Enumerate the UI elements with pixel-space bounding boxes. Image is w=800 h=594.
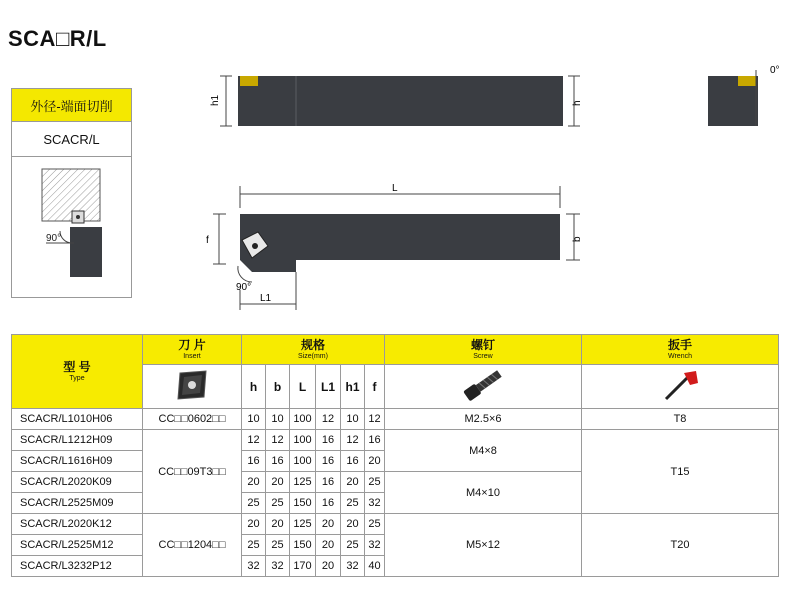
header-insert: 刀 片 Insert	[143, 335, 242, 365]
dim-header-L1: L1	[316, 365, 341, 409]
cell-f: 25	[365, 472, 385, 493]
cell-f: 32	[365, 535, 385, 556]
table-row-model: SCACR/L2525M09	[12, 493, 143, 514]
table-row-model: SCACR/L1616H09	[12, 451, 143, 472]
dim-L1-label: L1	[260, 293, 272, 304]
cell-L: 125	[290, 514, 316, 535]
dim-header-h: h	[242, 365, 266, 409]
header-size: 规格 Size(mm)	[242, 335, 385, 365]
insert-cell: CC□□0602□□	[143, 409, 242, 430]
cell-h1: 20	[341, 514, 365, 535]
table-row-model: SCACR/L1212H09	[12, 430, 143, 451]
cell-h: 32	[242, 556, 266, 577]
cell-f: 25	[365, 514, 385, 535]
cell-b: 32	[266, 556, 290, 577]
screw-cell: M4×10	[385, 472, 582, 514]
header-type: 型 号 Type	[12, 335, 143, 409]
dim-header-L: L	[290, 365, 316, 409]
cell-h1: 25	[341, 493, 365, 514]
table-row-model: SCACR/L2020K09	[12, 472, 143, 493]
table-row-model: SCACR/L1010H06	[12, 409, 143, 430]
cell-h: 25	[242, 535, 266, 556]
top-view-shank	[238, 76, 563, 126]
cell-L1: 12	[316, 409, 341, 430]
screw-cell: M2.5×6	[385, 409, 582, 430]
cell-b: 12	[266, 430, 290, 451]
tool-code-label: SCACR/L	[12, 122, 131, 157]
screw-icon	[453, 367, 513, 403]
cell-h: 25	[242, 493, 266, 514]
end-view-insert	[738, 76, 756, 86]
cell-h: 20	[242, 472, 266, 493]
cell-h1: 10	[341, 409, 365, 430]
cell-L: 170	[290, 556, 316, 577]
insert-cell: CC□□1204□□	[143, 514, 242, 577]
angle-90-label: 90°	[236, 282, 252, 293]
cell-L1: 16	[316, 493, 341, 514]
cell-L: 150	[290, 493, 316, 514]
insert-icon	[172, 367, 212, 403]
cell-f: 20	[365, 451, 385, 472]
dim-L-label: L	[392, 183, 398, 194]
cell-h: 20	[242, 514, 266, 535]
insert-image-cell	[143, 365, 242, 409]
insert-cell: CC□□09T3□□	[143, 430, 242, 514]
header-wrench: 扳手 Wrench	[582, 335, 779, 365]
cell-b: 25	[266, 535, 290, 556]
cell-L: 100	[290, 409, 316, 430]
cell-L1: 20	[316, 535, 341, 556]
cell-h1: 32	[341, 556, 365, 577]
dim-header-b: b	[266, 365, 290, 409]
dim-b-label: b	[572, 236, 583, 242]
screw-cell: M4×8	[385, 430, 582, 472]
zero-angle-label: 0°	[770, 65, 780, 76]
cell-L: 125	[290, 472, 316, 493]
table-row-model: SCACR/L2020K12	[12, 514, 143, 535]
cell-L: 150	[290, 535, 316, 556]
cell-h1: 16	[341, 451, 365, 472]
top-view-insert	[240, 76, 258, 86]
cell-L1: 20	[316, 556, 341, 577]
wrench-cell: T8	[582, 409, 779, 430]
cell-f: 12	[365, 409, 385, 430]
cell-h: 16	[242, 451, 266, 472]
wrench-cell: T15	[582, 430, 779, 514]
cell-L1: 16	[316, 430, 341, 451]
cell-f: 40	[365, 556, 385, 577]
table-row-model: SCACR/L3232P12	[12, 556, 143, 577]
cell-h1: 25	[341, 535, 365, 556]
cell-h: 12	[242, 430, 266, 451]
cell-h1: 20	[341, 472, 365, 493]
cell-L: 100	[290, 430, 316, 451]
header-screw: 螺钉 Screw	[385, 335, 582, 365]
cell-L: 100	[290, 451, 316, 472]
wrench-icon	[650, 367, 710, 403]
wrench-image-cell	[582, 365, 779, 409]
cell-L1: 20	[316, 514, 341, 535]
angle-label: 90°	[46, 233, 62, 244]
cell-b: 20	[266, 472, 290, 493]
page-title: SCA□R/L	[8, 26, 107, 51]
spec-table	[11, 334, 779, 577]
cell-b: 20	[266, 514, 290, 535]
cell-f: 16	[365, 430, 385, 451]
screw-cell: M5×12	[385, 514, 582, 577]
cell-L1: 16	[316, 472, 341, 493]
side-view-shank	[296, 214, 560, 260]
dim-h-label: h	[572, 100, 583, 106]
category-label: 外径-端面切削	[12, 89, 131, 122]
cell-b: 25	[266, 493, 290, 514]
cell-h: 10	[242, 409, 266, 430]
dim-h1-label: h1	[210, 94, 221, 106]
cell-L1: 16	[316, 451, 341, 472]
cell-f: 32	[365, 493, 385, 514]
dim-header-h1: h1	[341, 365, 365, 409]
cell-b: 10	[266, 409, 290, 430]
wrench-cell: T20	[582, 514, 779, 577]
cell-h1: 12	[341, 430, 365, 451]
dim-f-label: f	[206, 235, 209, 246]
screw-image-cell	[385, 365, 582, 409]
dim-header-f: f	[365, 365, 385, 409]
cell-b: 16	[266, 451, 290, 472]
table-row-model: SCACR/L2525M12	[12, 535, 143, 556]
